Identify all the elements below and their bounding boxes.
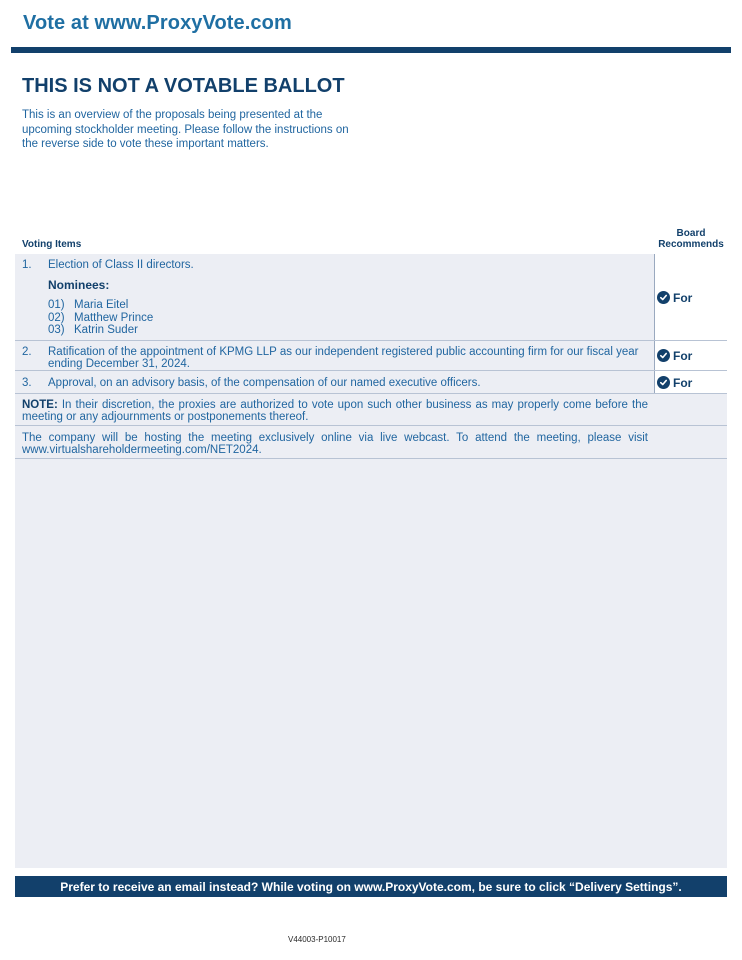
intro-line: the reverse side to vote these important matters. [22,138,269,150]
intro-line: upcoming stockholder meeting. Please follow the instructions on [22,123,349,136]
recommendation-cell [654,341,727,370]
page-title: THIS IS NOT A VOTABLE BALLOT [22,75,345,97]
item-number: 2. [22,346,32,358]
item-text: Approval, on an advisory basis, of the compensation of our named executive officers. [48,377,481,389]
voting-items-header: Voting Items [22,239,82,250]
for-recommendation [657,349,692,362]
document-code: V44003-P10017 [288,935,346,944]
delivery-settings-banner: Prefer to receive an email instead? While voting on www.ProxyVote.com, be sure to click “Delivery Settings”. [15,876,727,897]
for-label: For [673,375,693,390]
webcast-text [22,432,648,456]
note-row [15,394,727,426]
check-circle-icon [657,376,670,389]
recommendation-cell [654,371,727,393]
check-circle-icon [657,291,670,304]
nominees-label: Nominees: [48,278,110,292]
voting-item-1 [15,254,727,341]
item-text [48,346,638,370]
webcast-row [15,426,727,459]
note-line: meeting or any adjournments or postponements thereof. [22,411,309,423]
intro-text [22,108,367,152]
check-circle-icon [657,349,670,362]
item-number: 3. [22,377,32,389]
item-text-line: Ratification of the appointment of KPMG LLP as our independent registered public accounting firm for our fiscal year [48,346,639,358]
voting-item-2 [15,341,727,371]
board-recommends-header [655,228,727,250]
for-recommendation [657,291,692,304]
board-header-line: Recommends [658,239,724,250]
for-recommendation [657,376,692,389]
for-label: For [673,290,693,305]
nominee-item: 02) Matthew Prince [48,311,154,324]
note-line: NOTE: In their discretion, the proxies are authorized to vote upon such other business as may properly come before the [22,399,648,411]
nominee-list [48,299,153,337]
item-number: 1. [22,259,32,271]
webcast-link[interactable]: www.virtualshareholdermeeting.com/NET2024. [22,444,262,456]
nominee-item: 03) Katrin Suder [48,324,138,336]
webcast-line: The company will be hosting the meeting exclusively online via live webcast. To attend the meeting, please visit [22,432,648,444]
header-title: Vote at www.ProxyVote.com [23,12,292,34]
board-header-line: Board [676,228,706,239]
header-divider [11,47,731,53]
item-text: Election of Class II directors. [48,259,194,271]
item-text-line: ending December 31, 2024. [48,358,190,370]
intro-line: This is an overview of the proposals being presented at the [22,109,323,121]
for-label: For [673,348,693,363]
voting-item-3 [15,371,727,394]
note-label: NOTE: [22,399,58,411]
nominee-item: 01) Maria Eitel [48,299,129,311]
note-text [22,399,648,423]
recommendation-cell [654,254,727,340]
